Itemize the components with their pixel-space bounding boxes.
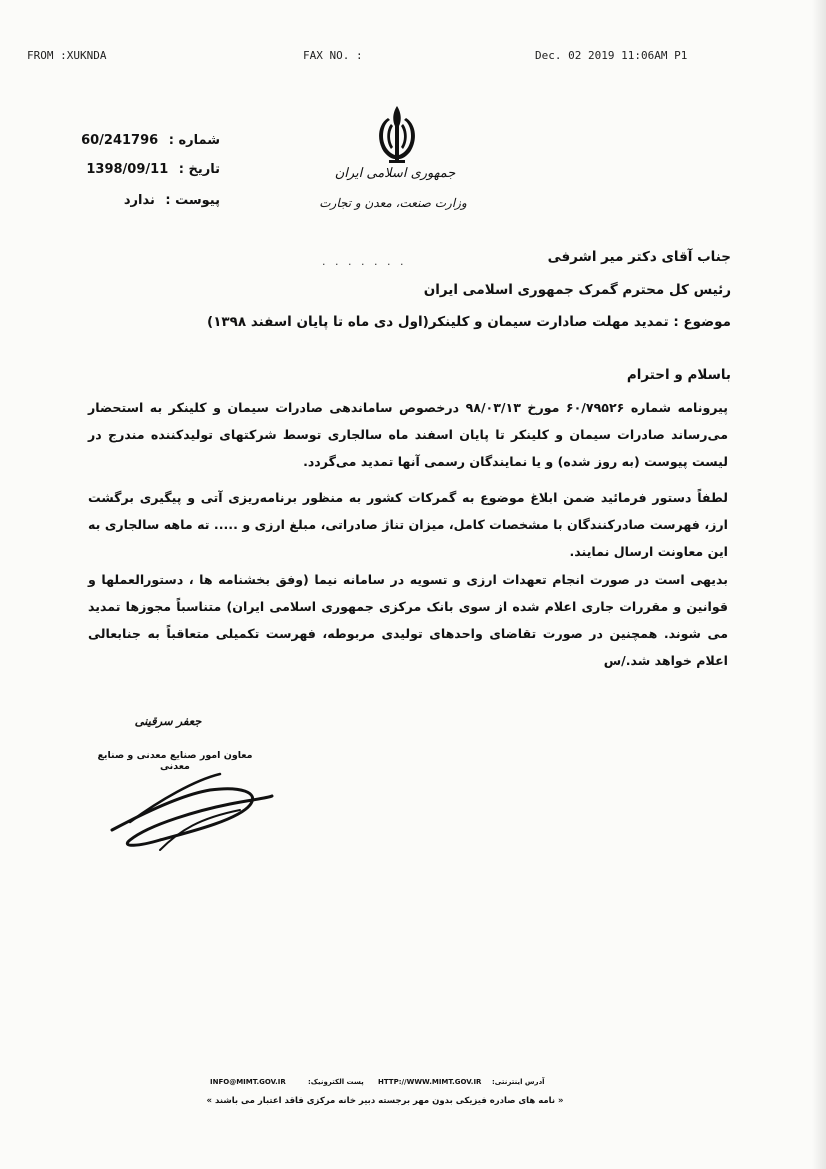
letter-date-label: تاریخ : xyxy=(178,162,220,177)
letter-attachment-value: ندارد xyxy=(123,193,155,208)
letter-date-value: 1398/09/11 xyxy=(86,162,169,177)
body-paragraph: بدیهی است در صورت انجام تعهدات ارزی و تسویه در سامانه نیما (وفق بخشنامه ها ، دستورالعملها و قوانین و مقررات جاری اعلام شده از سوی بانک مرکزی جمهوری اسلامی ایران) متناسباً مجوزها تمدید می شوند. همچنین در صورت تقاضای واحدهای تولیدی مربوطه، فهرست تکمیلی متعاقباً به جنابعالی اعلام خواهد شد./س xyxy=(88,572,728,668)
footer-validity-note: « نامه های صادره فیزیکی بدون مهر برجسته دبیر خانه مرکزی فاقد اعتبار می باشند » xyxy=(206,1096,564,1106)
footer-contact xyxy=(210,1078,610,1092)
scan-edge-shadow xyxy=(812,0,826,1169)
letterhead-ministry: وزارت صنعت، معدن و تجارت xyxy=(319,196,467,210)
body-paragraph: پیرونامه شماره ۶۰/۷۹۵۲۶ مورخ ۹۸/۰۳/۱۳ درخصوص ساماندهی صادرات سیمان و کلینکر به استحضار می‌رساند صادرات سیمان و کلینکر تا پایان اسفند ماه سالجاری توسط شرکتهای تولیدکننده مندرج در لیست پیوست (به روز شده) و یا نمایندگان رسمی آنها تمدید می‌گردد. xyxy=(88,400,728,469)
letter-subject: موضوع : تمدید مهلت صادارت سیمان و کلینکر(اول دی ماه تا پایان اسفند ۱۳۹۸) xyxy=(207,314,731,330)
letter-number-value: 60/241796 xyxy=(81,133,159,148)
iran-emblem-icon xyxy=(362,100,432,170)
recipient-title: رئیس کل محترم گمرک جمهوری اسلامی ایران xyxy=(423,282,731,298)
footer-website-label: آدرس اینترنتی: xyxy=(492,1078,545,1086)
letter-attachment-label: پیوست : xyxy=(165,193,220,208)
letter-number-label: شماره : xyxy=(168,133,220,148)
footer-website: HTTP://WWW.MIMT.GOV.IR xyxy=(378,1078,482,1086)
fax-from: FROM :XUKNDA xyxy=(27,49,107,62)
signer-title: معاون امور صنایع معدنی و صنایع معدنی xyxy=(97,750,253,772)
footer-email-label: پست الکترونیک: xyxy=(308,1078,364,1086)
greeting: باسلام و احترام xyxy=(626,367,731,383)
letter-attachment xyxy=(60,193,220,208)
fax-date-page: Dec. 02 2019 11:06AM P1 xyxy=(535,49,688,62)
decorative-dots: · · · · · · · xyxy=(322,258,407,271)
body-paragraph: لطفاً دستور فرمائید ضمن ابلاغ موضوع به گمرکات کشور به منظور برنامه‌ریزی آتی و پیگیری برگشت ارز، فهرست صادرکنندگان با مشخصات کامل، میزان تناژ صادراتی، مبلغ ارزی و ..... ته ماهه سالجاری به این معاونت ارسال نمایند. xyxy=(88,490,728,559)
recipient-name: جناب آقای دکتر میر اشرفی xyxy=(547,249,731,265)
fax-number: FAX NO. : xyxy=(303,49,363,62)
footer-email: INFO@MIMT.GOV.IR xyxy=(210,1078,286,1086)
letter-number xyxy=(60,133,220,148)
fax-header xyxy=(0,49,826,65)
letterhead-republic: جمهوری اسلامی ایران xyxy=(334,166,456,181)
letter-date xyxy=(60,162,220,177)
handwritten-signature xyxy=(100,760,280,860)
signer-name: جعفر سرقینی xyxy=(134,714,202,728)
